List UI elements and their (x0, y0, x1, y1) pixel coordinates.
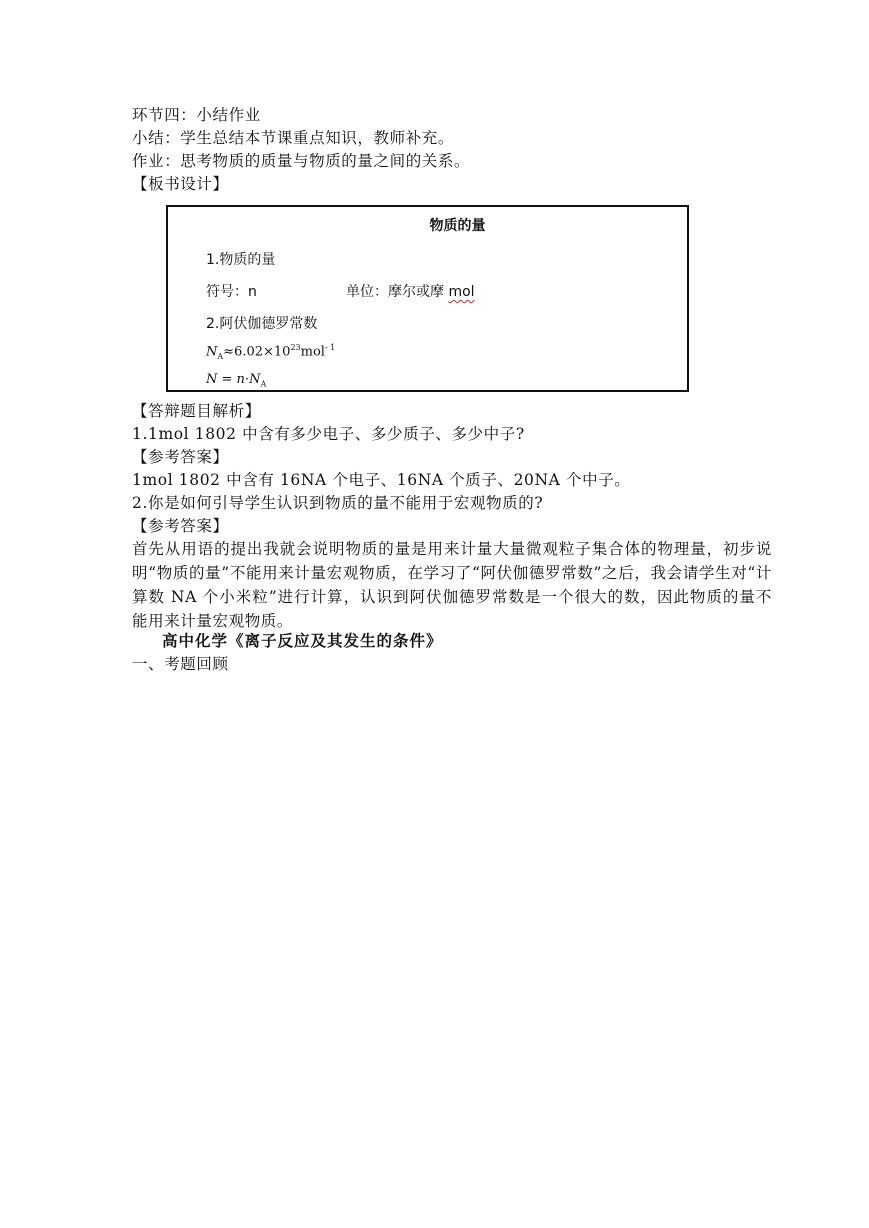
answer-1-heading: 【参考答案】 (132, 448, 229, 466)
board-symbol-unit-row (206, 281, 475, 301)
qa-heading: 【答辩题目解析】 (132, 402, 261, 420)
next-lesson-section-1: 一、考题回顾 (132, 655, 229, 673)
avogadro-formula: $N_A\approx 6.02\times 10^{23}mol^{- 1}$ (206, 343, 336, 361)
board-title: 物质的量 (429, 218, 486, 234)
board-design-box (166, 205, 689, 392)
homework-text: 作业：思考物质的质量与物质的量之间的关系。 (132, 152, 471, 170)
answer-2: 首先从用语的提出我就会说明物质的量是用来计量大量微观粒子集合体的物理量，初步说明“物质的量”不能用来计量宏观物质，在学习了“阿伏伽德罗常数”之后，我会请学生对“计算数 NA 个小米粒”进行计算，认识到阿伏伽德罗常数是一个很大的数，因此物质的量不能用来计量宏观物质。 (132, 540, 772, 630)
answer-1: 1mol 1802 中含有 16NA 个电子、16NA 个质子、20NA 个中子。 (132, 471, 631, 489)
summary-text: 小结：学生总结本节课重点知识，教师补充。 (132, 129, 455, 147)
next-lesson-title: 高中化学《离子反应及其发生的条件》 (162, 631, 443, 650)
board-unit-symbol: mol (448, 284, 475, 300)
board-unit-label: 单位：摩尔或摩 mol (346, 284, 475, 300)
question-2: 2.你是如何引导学生认识到物质的量不能用于宏观物质的? (132, 494, 544, 512)
board-symbol-label: 符号：n (206, 284, 257, 300)
answer-2-heading: 【参考答案】 (132, 517, 229, 535)
section4-title: 环节四：小结作业 (132, 106, 261, 124)
particle-count-formula: $N = n\cdot N_A$ (206, 372, 267, 389)
question-1: 1.1mol 1802 中含有多少电子、多少质子、多少中子? (132, 425, 525, 443)
board-design-heading: 【板书设计】 (132, 175, 229, 193)
board-item-1: 1.物质的量 (206, 252, 276, 268)
board-item-2: 2.阿伏伽德罗常数 (206, 316, 318, 332)
